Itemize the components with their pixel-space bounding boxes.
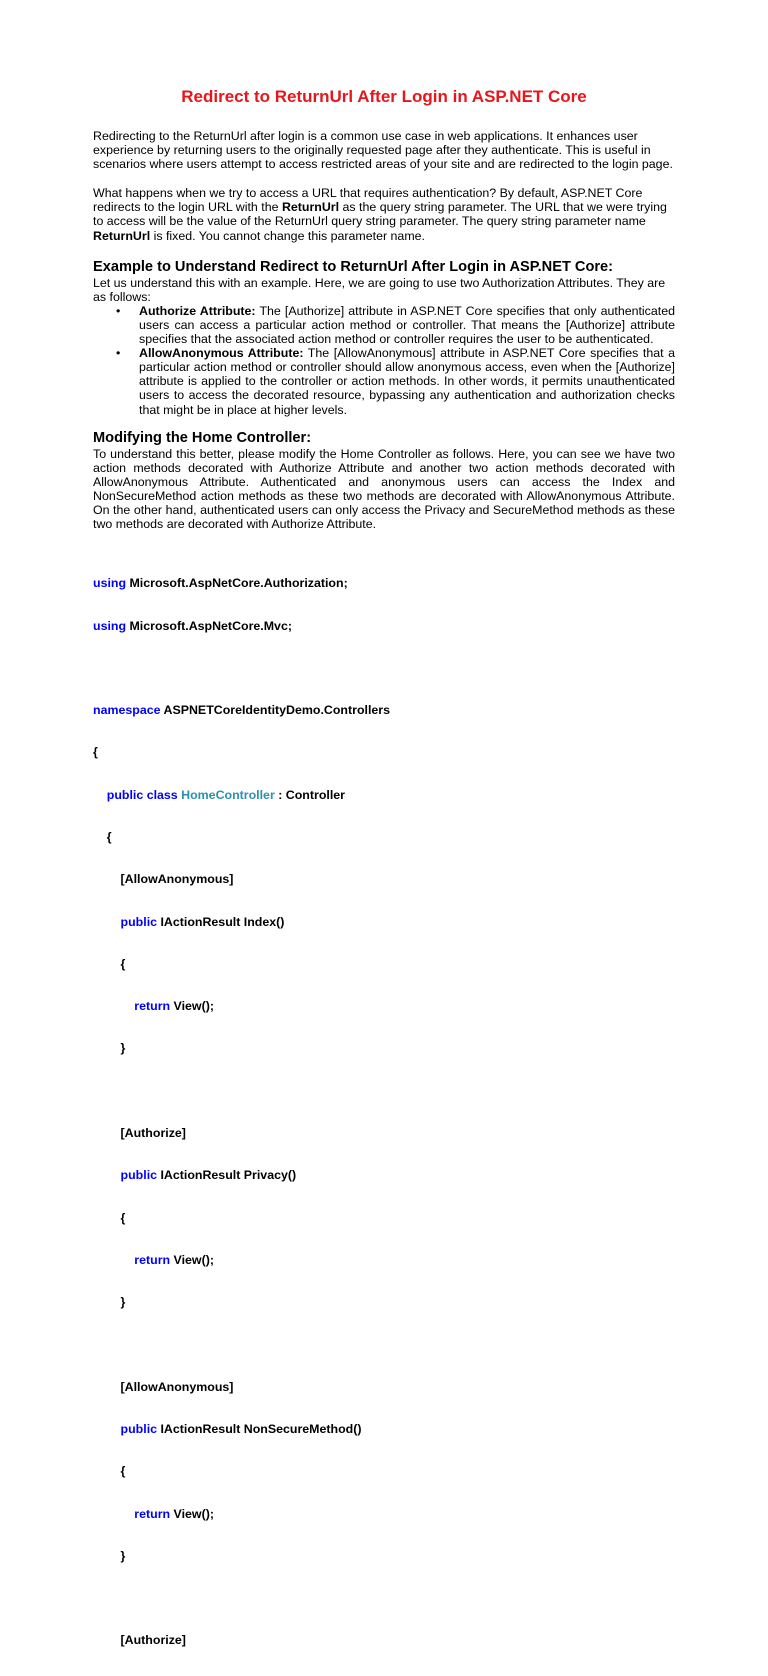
code-line: [AllowAnonymous] [93,1379,234,1394]
code-text: View(); [170,999,214,1014]
code-blank-line [93,1337,675,1351]
code-blank-line [93,1591,675,1605]
code-line: [Authorize] [93,1126,186,1140]
list-item [116,303,675,347]
code-text: IActionResult Privacy() [157,1168,297,1183]
code-line: } [93,1548,126,1563]
list-item-text: The [AllowAnonymous] attribute in ASP.NET Core specifies that a particular action method or controller should allow anonymous access, even when the [Authorize] attribute is applied to the controller or action methods. In other words, it permits unauthenticated users to access the decorated resource, bypassing any authentication and authorization checks that might be in place at higher levels. [139,346,675,417]
code-line: } [93,1295,126,1310]
page-title: Redirect to ReturnUrl After Login in ASP.NET Core [181,87,587,106]
code-line [93,999,675,1013]
list-item [116,346,675,417]
returnurl-term: ReturnUrl [93,228,151,243]
code-keyword: using [93,618,127,633]
section-heading-example: Example to Understand Redirect to ReturnUrl After Login in ASP.NET Core: [93,258,614,275]
code-line [93,1253,675,1267]
code-keyword: public [93,1168,158,1183]
code-line: [AllowAnonymous] [93,872,234,887]
returnurl-paragraph [93,186,675,242]
code-text: IActionResult NonSecureMethod() [157,1421,362,1436]
code-line [93,1507,675,1521]
code-keyword: return [93,999,171,1014]
para-text: as the query string parameter. The URL that we were trying to access will be the value of the ReturnUrl query string parameter. The query string parameter name [93,200,667,229]
section-heading-home-controller: Modifying the Home Controller: [93,429,312,446]
code-line: { [93,1210,126,1225]
code-keyword: using [93,576,127,591]
code-block [93,548,675,1676]
code-line [93,1168,675,1182]
code-blank-line [93,1084,675,1098]
code-text: Microsoft.AspNetCore.Mvc; [126,618,292,633]
attribute-list [93,304,675,417]
code-line: { [93,1464,126,1479]
code-line: { [93,830,112,845]
code-line [93,703,675,717]
code-line [93,576,675,590]
code-keyword: public [93,1421,158,1436]
code-line [93,915,675,929]
para-text: is fixed. You cannot change this parameter name. [150,228,425,243]
code-keyword: public [93,914,158,929]
list-item-term: Authorize Attribute: [139,303,256,318]
code-keyword: return [93,1252,171,1267]
code-blank-line [93,661,675,675]
code-keyword: return [93,1506,171,1521]
returnurl-term: ReturnUrl [281,200,340,215]
code-line: { [93,956,126,971]
code-text: View(); [170,1506,214,1521]
para-text: What happens when we try to access a URL that requires authentication? By default, ASP.NET Core redirects to the login URL with the [93,186,643,215]
code-text: Microsoft.AspNetCore.Authorization; [126,576,348,591]
code-line: } [93,1041,126,1056]
intro-paragraph: Redirecting to the ReturnUrl after login is a common use case in web applications. It enhances user experience by returning users to the originally requested page after they authenticate. This is useful in scenarios where users attempt to access restricted areas of your site and are redirected to the login page. [93,129,673,172]
code-text: : Controller [274,787,345,802]
code-keyword: public class [93,787,178,802]
code-type-name: HomeController [177,787,275,802]
code-text: View(); [170,1252,214,1267]
bullet-icon: • [116,346,121,361]
code-line [93,619,675,633]
list-item-text: The [Authorize] attribute in ASP.NET Core specifies that only authenticated users can access a particular action method or controller. That means the [Authorize] attribute specifies that the associated action method or controller requires the user to be authenticated. [139,303,675,347]
code-keyword: namespace [93,703,161,718]
code-line: { [93,745,98,760]
code-line [93,1422,675,1436]
code-text: ASPNETCoreIdentityDemo.Controllers [160,703,391,718]
code-line: [Authorize] [93,1633,186,1648]
list-item-term: AllowAnonymous Attribute: [139,346,304,361]
code-text: IActionResult Index() [157,914,285,929]
code-line [93,788,675,802]
section-intro: Let us understand this with an example. Here, we are going to use two Authorization Attributes. They are as follows: [93,275,666,304]
bullet-icon: • [116,303,121,318]
home-controller-paragraph: To understand this better, please modify the Home Controller as follows. Here, you can see we have two action methods decorated with Authorize Attribute and another two action methods decorated with AllowAnonymous Attribute. Authenticated and anonymous users can access the Index and NonSecureMethod action methods as these two methods are decorated with AllowAnonymous Attribute. On the other hand, authenticated users can only access the Privacy and SecureMethod methods as these two methods are decorated with Authorize Attribute. [93,446,675,532]
